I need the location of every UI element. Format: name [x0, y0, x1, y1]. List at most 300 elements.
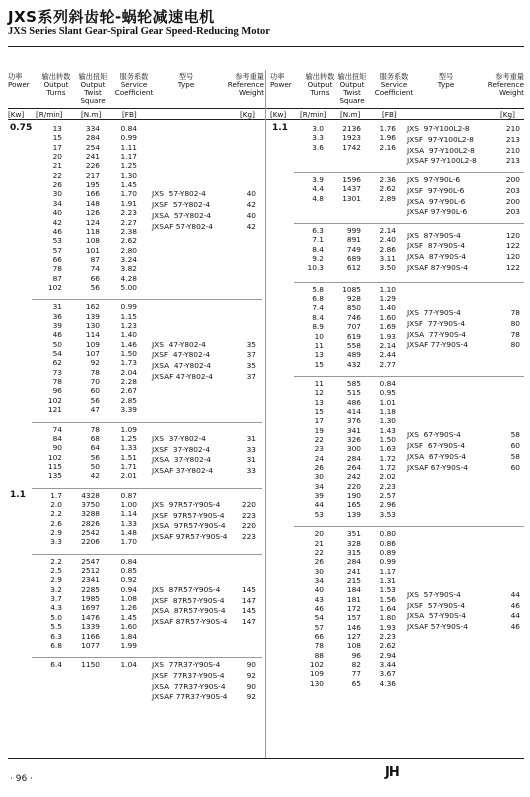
right-factor-cell: 2.86: [379, 244, 396, 254]
left-header-power: 功率 Power: [8, 72, 30, 89]
column-divider: [265, 70, 266, 758]
right-section-divider: [294, 282, 524, 283]
left-speed-cell: 121: [47, 405, 62, 415]
left-type-cell: JXSA 97R57-Y90S-4: [152, 521, 226, 531]
right-type-cell: JXSF 97-Y90L-6: [407, 185, 465, 195]
left-weight-cell: 223: [241, 510, 256, 520]
right-torque-cell: 139: [346, 509, 361, 519]
right-speed-cell: 39: [314, 491, 324, 501]
left-torque-cell: 56: [90, 282, 100, 292]
right-factor-cell: 1.53: [379, 585, 396, 595]
left-factor-cell: 1.50: [120, 349, 137, 359]
left-torque-cell: 124: [85, 217, 100, 227]
left-torque-cell: 70: [90, 377, 100, 387]
left-factor-cell: 1.09: [120, 424, 137, 434]
right-torque-cell: 999: [346, 226, 361, 236]
right-speed-cell: 44: [314, 500, 324, 510]
right-type-cell: JXSAF 87-Y90S-4: [407, 262, 468, 272]
title-en: JXS Series Slant Gear-Spiral Gear Speed-Reducing Motor: [8, 26, 270, 37]
left-torque-cell: 130: [85, 321, 100, 330]
left-factor-cell: 2.38: [120, 226, 137, 236]
right-header-speed: 输出转数 Output Turns: [305, 72, 335, 97]
left-weight-cell: 223: [241, 532, 256, 542]
right-torque-cell: 612: [346, 263, 361, 273]
left-speed-cell: 102: [47, 282, 62, 292]
right-factor-cell: 0.95: [379, 388, 396, 398]
right-weight-cell: 200: [505, 175, 520, 184]
right-torque-cell: 300: [346, 444, 361, 454]
right-factor-cell: 2.44: [379, 350, 396, 360]
left-weight-cell: 37: [246, 371, 256, 381]
right-speed-cell: 22: [314, 547, 324, 557]
left-torque-cell: 166: [85, 189, 100, 199]
left-torque-cell: 3288: [81, 509, 100, 519]
left-weight-cell: 92: [246, 692, 256, 702]
right-speed-cell: 7.1: [312, 235, 324, 245]
left-weight-cell: 31: [246, 455, 256, 465]
left-speed-cell: 54: [52, 349, 62, 359]
left-weight-cell: 37: [246, 350, 256, 360]
right-weight-cell: 210: [505, 145, 520, 155]
left-header-torque: 输出扭矩 Output Twist Square: [78, 72, 108, 105]
left-weight-cell: 40: [246, 189, 256, 199]
right-factor-cell: 2.94: [379, 650, 396, 660]
right-torque-cell: 341: [346, 425, 361, 435]
right-factor-cell: 1.29: [379, 294, 396, 304]
left-speed-cell: 102: [47, 452, 62, 462]
left-unit-torque: [N.m]: [81, 110, 102, 119]
left-speed-cell: 2.6: [50, 518, 62, 528]
right-speed-cell: 12: [314, 388, 324, 398]
left-weight-cell: 42: [246, 200, 256, 210]
right-type-cell: JXSAF 67-Y90S-4: [407, 462, 468, 472]
right-type-cell: JXSF 57-Y90S-4: [407, 600, 466, 610]
right-weight-cell: 46: [510, 600, 520, 610]
left-factor-cell: 3.24: [120, 254, 137, 264]
left-type-cell: JXSA 87R57-Y90S-4: [152, 606, 226, 616]
right-speed-cell: 21: [314, 538, 324, 548]
right-torque-cell: 284: [346, 453, 361, 463]
header-rule: [8, 108, 524, 109]
right-torque-cell: 1596: [342, 175, 361, 184]
left-type-cell: JXSAF 97R57-Y90S-4: [152, 532, 228, 542]
right-speed-cell: 46: [314, 603, 324, 613]
left-factor-cell: 1.73: [120, 358, 137, 368]
right-type-cell: JXSAF 97-Y90L-6: [407, 207, 468, 217]
right-torque-cell: 172: [346, 603, 361, 613]
right-torque-cell: 215: [346, 575, 361, 585]
left-factor-cell: 1.30: [120, 170, 137, 180]
left-type-cell: JXSA 77R37-Y90S-4: [152, 681, 226, 691]
left-speed-cell: 46: [52, 226, 62, 236]
left-torque-cell: 2285: [81, 584, 100, 594]
left-speed-cell: 74: [52, 424, 62, 434]
unit-rule: [8, 119, 524, 120]
right-speed-cell: 3.6: [312, 142, 324, 152]
left-speed-cell: 4.3: [50, 603, 62, 613]
right-type-cell: JXSF 77-Y90S-4: [407, 318, 466, 328]
right-factor-cell: 2.14: [379, 226, 396, 236]
left-weight-cell: 33: [246, 444, 256, 454]
left-factor-cell: 2.27: [120, 217, 137, 227]
right-header-weight: 参考重量 Reference Weight: [487, 72, 524, 97]
right-speed-cell: 109: [309, 669, 324, 679]
left-speed-cell: 36: [52, 311, 62, 321]
left-speed-cell: 22: [52, 170, 62, 180]
right-torque-cell: 1742: [342, 142, 361, 152]
left-type-cell: JXS 57-Y802-4: [152, 189, 206, 199]
left-speed-cell: 53: [52, 236, 62, 246]
right-speed-cell: 10.3: [307, 263, 324, 273]
right-torque-cell: 746: [346, 312, 361, 322]
left-factor-cell: 2.28: [120, 377, 137, 387]
right-factor-cell: 0.80: [379, 529, 396, 539]
left-factor-cell: 1.45: [120, 612, 137, 622]
left-type-cell: JXSF 87R57-Y90S-4: [152, 595, 225, 605]
left-torque-cell: 101: [85, 245, 100, 255]
right-torque-cell: 351: [346, 529, 361, 539]
right-torque-cell: 184: [346, 585, 361, 595]
left-speed-cell: 78: [52, 377, 62, 387]
left-speed-cell: 115: [47, 461, 62, 471]
left-power-value: 1.1: [10, 489, 26, 500]
left-torque-cell: 284: [85, 133, 100, 143]
right-factor-cell: 2.40: [379, 235, 396, 245]
right-speed-cell: 57: [314, 622, 324, 632]
right-type-cell: JXS 97-Y100L2-8: [407, 124, 470, 133]
right-type-cell: JXS 77-Y90S-4: [407, 308, 461, 318]
right-weight-cell: 200: [505, 196, 520, 206]
left-factor-cell: 1.04: [120, 660, 137, 670]
right-speed-cell: 130: [309, 678, 324, 688]
left-type-cell: JXSF 57-Y802-4: [152, 200, 211, 210]
right-factor-cell: 0.86: [379, 538, 396, 548]
right-torque-cell: 181: [346, 594, 361, 604]
left-torque-cell: 3750: [81, 499, 100, 509]
left-header-factor: 服务系数 Service Coefficient: [114, 72, 154, 97]
right-torque-cell: 264: [346, 463, 361, 473]
right-torque-cell: 850: [346, 303, 361, 313]
right-factor-cell: 3.50: [379, 263, 396, 273]
right-type-cell: JXSA 57-Y90S-4: [407, 611, 466, 621]
right-speed-cell: 40: [314, 585, 324, 595]
right-unit-torque: [N.m]: [340, 110, 361, 119]
right-speed-cell: 10: [314, 331, 324, 341]
right-weight-cell: 78: [510, 308, 520, 318]
right-weight-cell: 46: [510, 622, 520, 632]
right-factor-cell: 1.60: [379, 312, 396, 322]
right-weight-cell: 210: [505, 124, 520, 133]
right-torque-cell: 146: [346, 622, 361, 632]
right-factor-cell: 1.93: [379, 331, 396, 341]
left-factor-cell: 4.28: [120, 273, 137, 283]
right-torque-cell: 1923: [342, 133, 361, 143]
left-section-divider: [32, 422, 262, 423]
left-unit-factor: [FB]: [122, 110, 137, 119]
right-factor-cell: 1.69: [379, 322, 396, 332]
right-torque-cell: 749: [346, 244, 361, 254]
left-torque-cell: 226: [85, 161, 100, 171]
left-torque-cell: 1077: [81, 640, 100, 650]
left-speed-cell: 3.2: [50, 584, 62, 594]
left-factor-cell: 1.08: [120, 594, 137, 604]
left-speed-cell: 66: [52, 254, 62, 264]
left-section-divider: [32, 488, 262, 489]
right-weight-cell: 122: [505, 262, 520, 272]
right-type-cell: JXSA 77-Y90S-4: [407, 329, 466, 339]
left-torque-cell: 78: [90, 424, 100, 434]
right-factor-cell: 2.77: [379, 359, 396, 369]
right-speed-cell: 30: [314, 472, 324, 482]
right-weight-cell: 60: [510, 441, 520, 451]
left-speed-cell: 87: [52, 273, 62, 283]
right-speed-cell: 34: [314, 481, 324, 491]
title-rule: [8, 46, 524, 47]
left-speed-cell: 42: [52, 217, 62, 227]
left-power-value: 0.75: [10, 123, 33, 133]
left-type-cell: JXSAF 37-Y802-4: [152, 466, 213, 476]
left-speed-cell: 78: [52, 264, 62, 274]
left-torque-cell: 50: [90, 461, 100, 471]
left-type-cell: JXS 87R57-Y90S-4: [152, 584, 221, 594]
right-torque-cell: 489: [346, 350, 361, 360]
right-speed-cell: 13: [314, 350, 324, 360]
right-header-factor: 服务系数 Service Coefficient: [374, 72, 414, 97]
left-factor-cell: 1.60: [120, 622, 137, 632]
left-factor-cell: 1.91: [120, 198, 137, 208]
left-torque-cell: 107: [85, 349, 100, 359]
right-weight-cell: 44: [510, 589, 520, 599]
right-torque-cell: 315: [346, 547, 361, 557]
right-factor-cell: 1.50: [379, 435, 396, 445]
left-factor-cell: 1.23: [120, 321, 137, 330]
left-speed-cell: 15: [52, 133, 62, 143]
left-type-cell: JXSAF 47-Y802-4: [152, 371, 213, 381]
left-torque-cell: 66: [90, 273, 100, 283]
right-torque-cell: 432: [346, 359, 361, 369]
left-weight-cell: 90: [246, 660, 256, 670]
right-factor-cell: 2.89: [379, 193, 396, 203]
right-type-cell: JXSF 87-Y90S-4: [407, 241, 466, 251]
right-speed-cell: 19: [314, 425, 324, 435]
right-speed-cell: 88: [314, 650, 324, 660]
left-speed-cell: 31: [52, 302, 62, 312]
left-factor-cell: 1.33: [120, 443, 137, 453]
left-factor-cell: 1.17: [120, 152, 137, 162]
left-factor-cell: 2.85: [120, 395, 137, 405]
right-torque-cell: 165: [346, 500, 361, 510]
right-factor-cell: 2.02: [379, 472, 396, 482]
right-factor-cell: 1.56: [379, 594, 396, 604]
left-torque-cell: 56: [90, 395, 100, 405]
right-speed-cell: 4.4: [312, 184, 324, 194]
left-speed-cell: 30: [52, 189, 62, 199]
right-torque-cell: 241: [346, 566, 361, 576]
right-factor-cell: 1.31: [379, 575, 396, 585]
left-type-cell: JXSF 77R37-Y90S-4: [152, 670, 225, 680]
left-torque-cell: 148: [85, 198, 100, 208]
page-number: · 96 ·: [10, 774, 33, 784]
left-factor-cell: 1.14: [120, 509, 137, 519]
left-type-cell: JXSA 37-Y802-4: [152, 455, 212, 465]
left-type-cell: JXSAF 77R37-Y90S-4: [152, 692, 228, 702]
left-speed-cell: 2.0: [50, 499, 62, 509]
right-factor-cell: 2.36: [379, 175, 396, 184]
left-torque-cell: 254: [85, 142, 100, 152]
right-weight-cell: 44: [510, 611, 520, 621]
right-speed-cell: 4.8: [312, 193, 324, 203]
left-factor-cell: 0.84: [120, 556, 137, 566]
left-factor-cell: 0.99: [120, 133, 137, 143]
right-section-divider: [294, 526, 524, 527]
left-factor-cell: 1.48: [120, 528, 137, 537]
left-speed-cell: 6.3: [50, 631, 62, 641]
right-factor-cell: 3.11: [379, 254, 396, 264]
left-factor-cell: 2.01: [120, 471, 137, 481]
right-factor-cell: 1.72: [379, 463, 396, 473]
right-type-cell: JXSA 97-Y100L2-8: [407, 145, 475, 155]
right-factor-cell: 1.76: [379, 124, 396, 133]
left-speed-cell: 17: [52, 142, 62, 152]
left-factor-cell: 2.80: [120, 245, 137, 255]
left-speed-cell: 2.2: [50, 509, 62, 519]
right-weight-cell: 60: [510, 462, 520, 472]
left-speed-cell: 50: [52, 339, 62, 349]
right-factor-cell: 1.64: [379, 603, 396, 613]
right-speed-cell: 8.9: [312, 322, 324, 332]
left-weight-cell: 147: [241, 595, 256, 605]
left-speed-cell: 21: [52, 161, 62, 171]
left-factor-cell: 1.40: [120, 330, 137, 340]
right-torque-cell: 2136: [342, 124, 361, 133]
right-section-divider: [294, 376, 524, 377]
left-speed-cell: 13: [52, 124, 62, 133]
right-speed-cell: 22: [314, 435, 324, 445]
right-type-cell: JXSA 87-Y90S-4: [407, 252, 466, 262]
left-type-cell: JXSF 47-Y802-4: [152, 350, 211, 360]
right-factor-cell: 0.84: [379, 378, 396, 388]
left-factor-cell: 0.87: [120, 490, 137, 500]
left-torque-cell: 47: [90, 405, 100, 415]
right-torque-cell: 689: [346, 254, 361, 264]
right-factor-cell: 1.80: [379, 613, 396, 623]
left-speed-cell: 6.4: [50, 660, 62, 670]
right-factor-cell: 1.43: [379, 425, 396, 435]
right-speed-cell: 5.8: [312, 284, 324, 294]
right-torque-cell: 157: [346, 613, 361, 623]
left-speed-cell: 3.3: [50, 537, 62, 547]
left-factor-cell: 0.92: [120, 575, 137, 585]
left-speed-cell: 90: [52, 443, 62, 453]
right-torque-cell: 220: [346, 481, 361, 491]
right-torque-cell: 414: [346, 406, 361, 416]
right-factor-cell: 1.96: [379, 133, 396, 143]
left-weight-cell: 147: [241, 617, 256, 626]
left-factor-cell: 0.99: [120, 302, 137, 312]
left-torque-cell: 74: [90, 264, 100, 274]
right-factor-cell: 1.10: [379, 284, 396, 294]
right-torque-cell: 82: [351, 660, 361, 670]
left-factor-cell: 2.67: [120, 386, 137, 396]
footer-rule: [8, 758, 524, 759]
left-torque-cell: 108: [85, 236, 100, 246]
left-factor-cell: 1.71: [120, 461, 137, 471]
left-torque-cell: 126: [85, 208, 100, 218]
left-speed-cell: 2.9: [50, 528, 62, 537]
right-torque-cell: 486: [346, 397, 361, 407]
right-speed-cell: 78: [314, 641, 324, 651]
right-type-cell: JXS 97-Y90L-6: [407, 175, 461, 184]
left-weight-cell: 35: [246, 339, 256, 349]
right-speed-cell: 54: [314, 613, 324, 623]
right-type-cell: JXSF 67-Y90S-4: [407, 441, 466, 451]
right-header-power: 功率 Power: [270, 72, 292, 89]
right-speed-cell: 8.4: [312, 244, 324, 254]
left-factor-cell: 3.39: [120, 405, 137, 415]
left-torque-cell: 2206: [81, 537, 100, 547]
right-factor-cell: 2.62: [379, 184, 396, 194]
right-speed-cell: 3.0: [312, 124, 324, 133]
right-torque-cell: 190: [346, 491, 361, 501]
left-torque-cell: 2542: [81, 528, 100, 537]
right-weight-cell: 122: [505, 241, 520, 251]
right-torque-cell: 376: [346, 416, 361, 426]
right-unit-factor: [FB]: [382, 110, 397, 119]
right-factor-cell: 1.18: [379, 406, 396, 416]
left-speed-cell: 1.7: [50, 490, 62, 500]
left-speed-cell: 6.8: [50, 640, 62, 650]
right-type-cell: JXSAF 77-Y90S-4: [407, 340, 468, 350]
right-torque-cell: 891: [346, 235, 361, 245]
right-torque-cell: 1301: [342, 193, 361, 203]
left-speed-cell: 39: [52, 321, 62, 330]
brand-logo: JH: [385, 765, 399, 780]
right-speed-cell: 26: [314, 557, 324, 567]
right-torque-cell: 127: [346, 632, 361, 642]
right-torque-cell: 707: [346, 322, 361, 332]
right-torque-cell: 1085: [342, 284, 361, 294]
right-type-cell: JXSAF 97-Y100L2-8: [407, 156, 477, 166]
right-section-divider: [294, 223, 524, 224]
left-speed-cell: 40: [52, 208, 62, 218]
right-torque-cell: 77: [351, 669, 361, 679]
right-speed-cell: 15: [314, 359, 324, 369]
left-weight-cell: 220: [241, 499, 256, 509]
right-torque-cell: 65: [351, 678, 361, 688]
left-torque-cell: 217: [85, 170, 100, 180]
right-weight-cell: 58: [510, 451, 520, 461]
right-header-torque: 输出扭矩 Output Twist Square: [337, 72, 367, 105]
right-type-cell: JXSF 97-Y100L2-8: [407, 134, 474, 144]
left-factor-cell: 5.00: [120, 282, 137, 292]
left-factor-cell: 1.00: [120, 499, 137, 509]
left-unit-speed: [R/min]: [36, 110, 63, 119]
left-factor-cell: 1.33: [120, 518, 137, 528]
left-torque-cell: 162: [85, 302, 100, 312]
left-factor-cell: 0.85: [120, 566, 137, 576]
right-factor-cell: 1.30: [379, 416, 396, 426]
left-weight-cell: 33: [246, 466, 256, 476]
left-torque-cell: 334: [85, 124, 100, 133]
right-torque-cell: 284: [346, 557, 361, 567]
right-weight-cell: 213: [505, 134, 520, 144]
left-weight-cell: 42: [246, 221, 256, 231]
left-factor-cell: 1.45: [120, 180, 137, 190]
right-torque-cell: 96: [351, 650, 361, 660]
left-type-cell: JXSAF 57-Y802-4: [152, 221, 213, 231]
right-weight-cell: 120: [505, 230, 520, 240]
left-factor-cell: 1.46: [120, 339, 137, 349]
